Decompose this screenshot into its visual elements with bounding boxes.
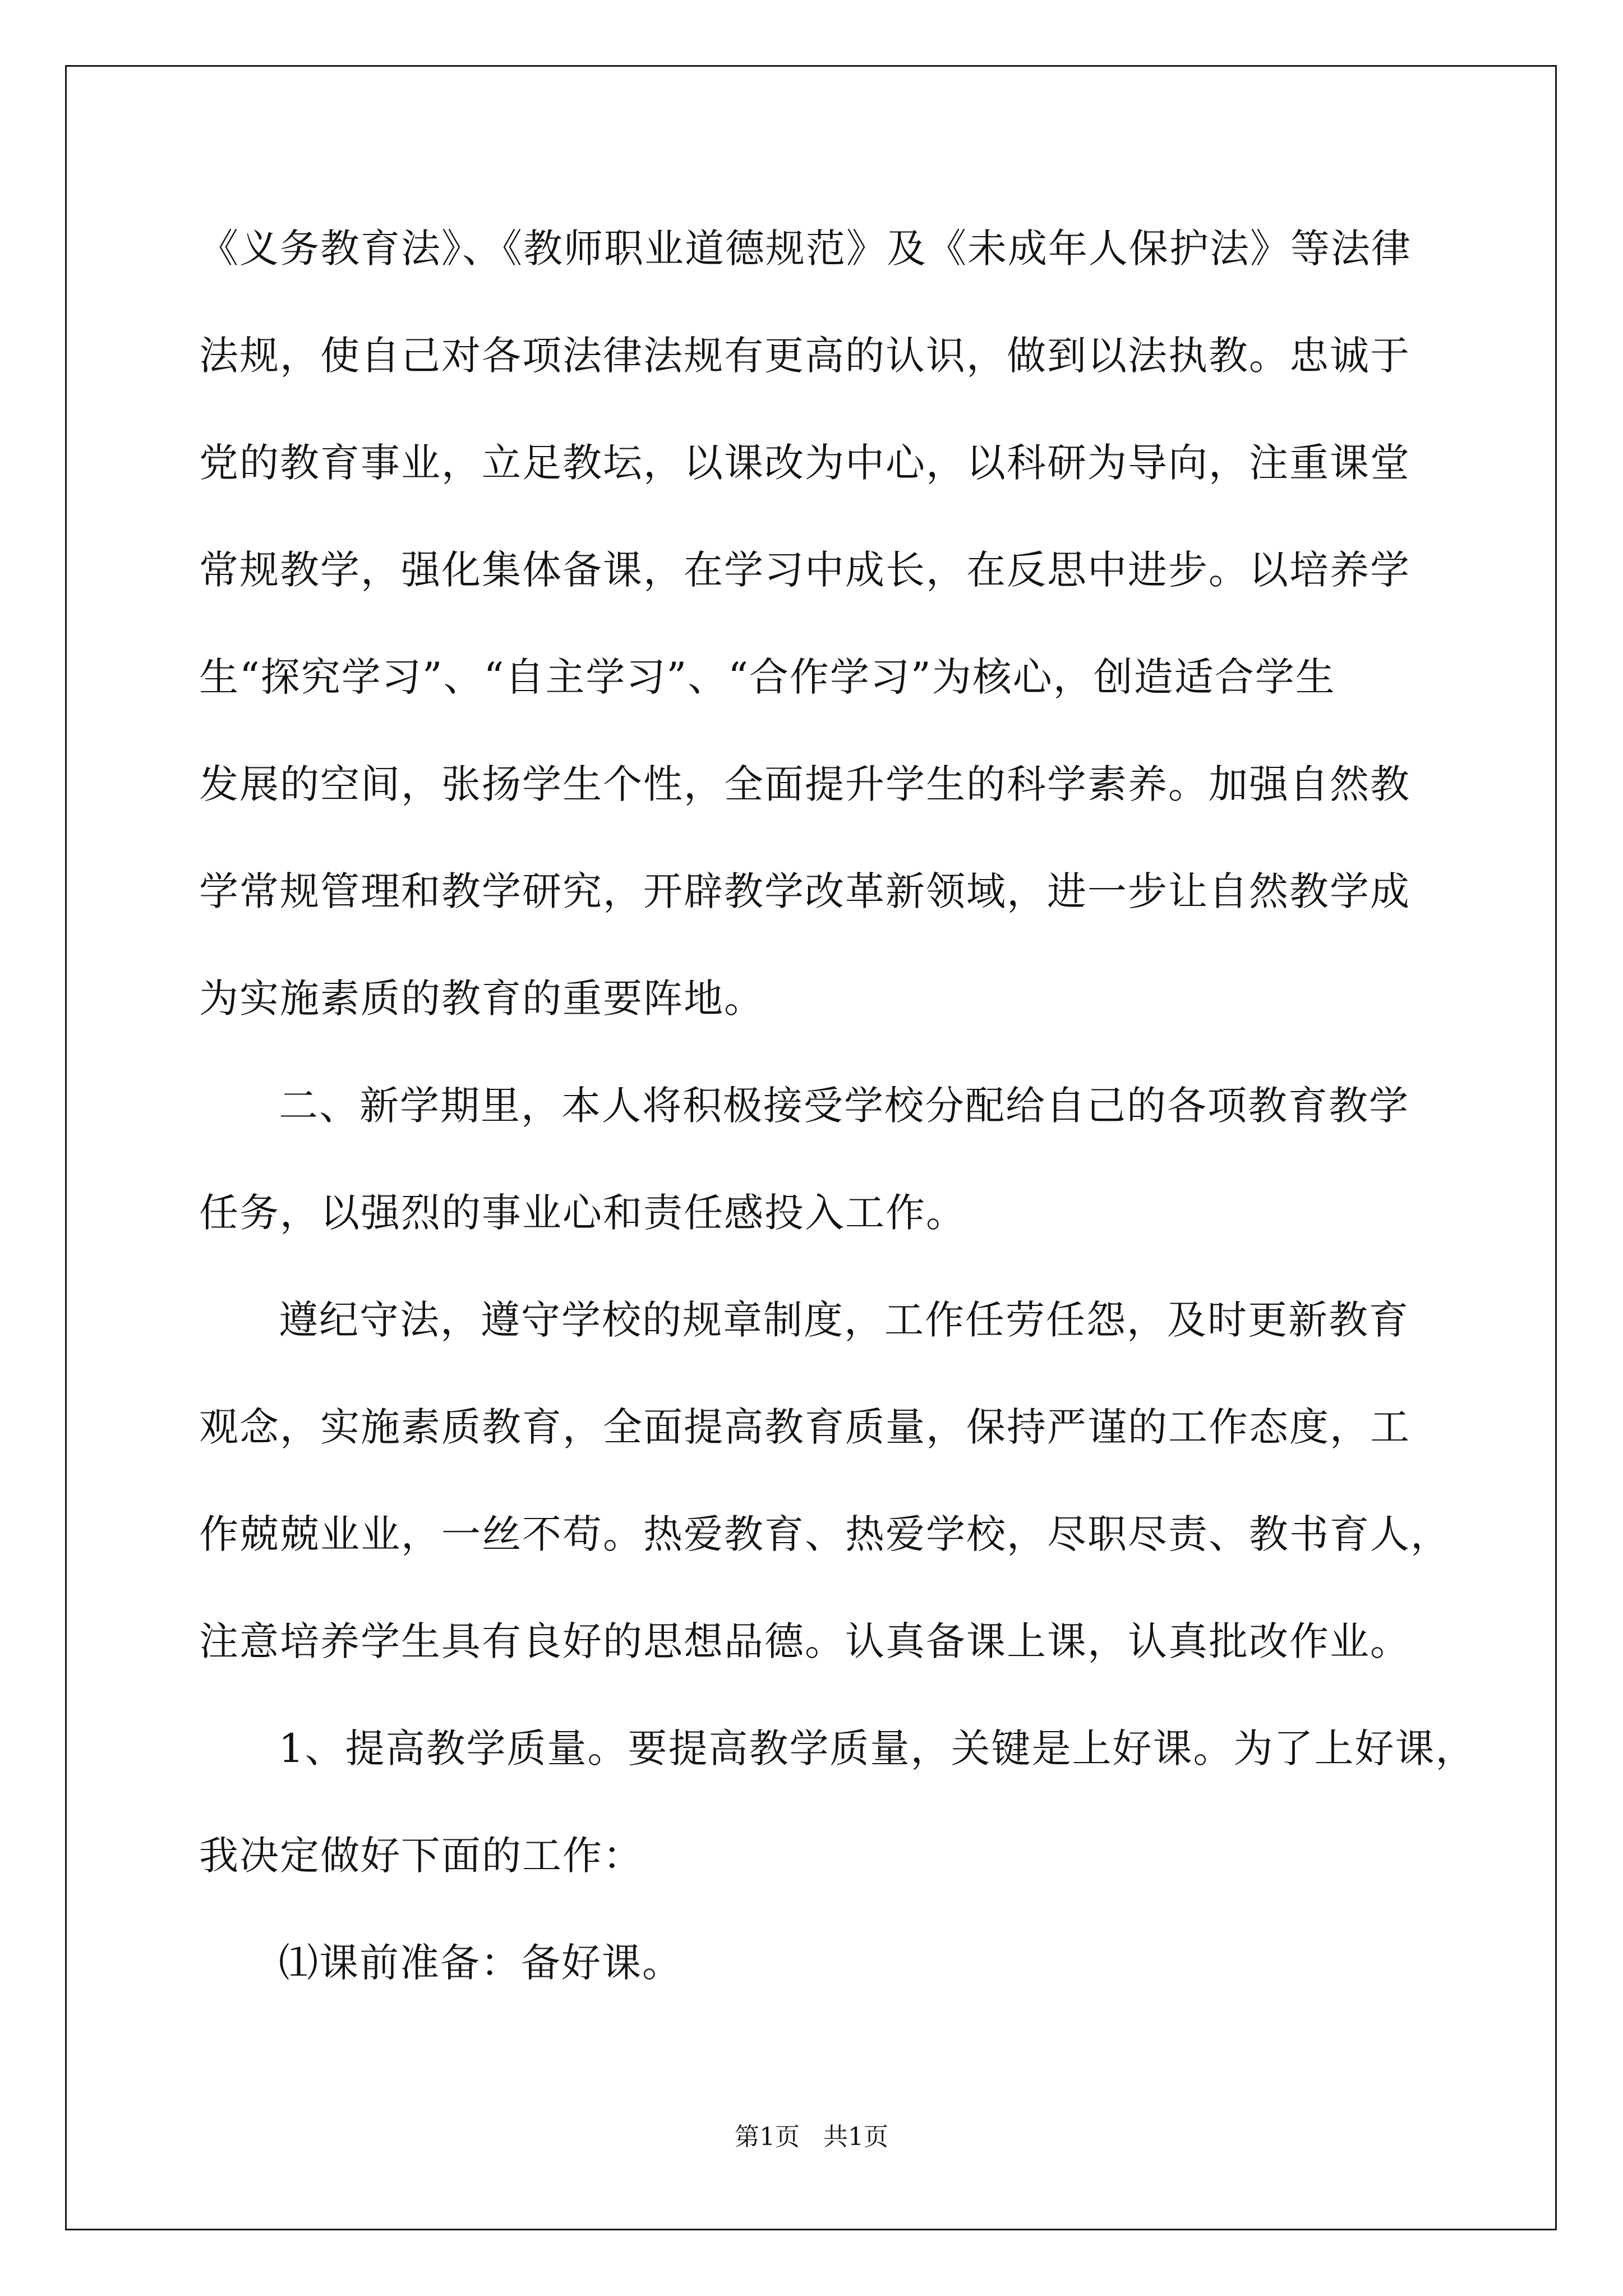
paragraph-5-line-1: ⑴课前准备：备好课。 bbox=[279, 1940, 683, 1986]
text-line-6: 发展的空间，张扬学生个性，全面提升学生的科学素养。加强自然教 bbox=[199, 761, 1410, 807]
text-line-7: 学常规管理和教学研究，开辟教学改革新领域，进一步让自然教学成 bbox=[199, 868, 1410, 914]
paragraph-3-line-3: 作兢兢业业，一丝不苟。热爱教育、热爱学校，尽职尽责、教书育人， bbox=[199, 1511, 1451, 1557]
paragraph-4-line-2: 我决定做好下面的工作： bbox=[199, 1833, 643, 1879]
paragraph-2-line-1: 二、新学期里，本人将积极接受学校分配给自己的各项教育教学 bbox=[279, 1083, 1409, 1129]
page-footer: 第1页 共1页 bbox=[735, 2123, 888, 2151]
paragraph-3-line-2: 观念，实施素质教育，全面提高教育质量，保持严谨的工作态度，工 bbox=[199, 1404, 1410, 1450]
paragraph-4-line-1: 1、提高教学质量。要提高教学质量，关键是上好课。为了上好课， bbox=[279, 1726, 1476, 1772]
paragraph-2-line-2: 任务，以强烈的事业心和责任感投入工作。 bbox=[199, 1190, 966, 1236]
page-border bbox=[65, 65, 1557, 2230]
text-line-3: 党的教育事业，立足教坛，以课改为中心，以科研为导向，注重课堂 bbox=[199, 440, 1410, 486]
text-line-4: 常规教学，强化集体备课，在学习中成长，在反思中进步。以培养学 bbox=[199, 547, 1410, 593]
text-line-2: 法规，使自己对各项法律法规有更高的认识，做到以法执教。忠诚于 bbox=[199, 333, 1410, 379]
text-line-1: 《义务教育法》、《教师职业道德规范》及《未成年人保护法》等法律 bbox=[199, 226, 1412, 272]
text-line-5: 生“探究学习”、“自主学习”、“合作学习”为核心，创造适合学生 bbox=[199, 654, 1336, 700]
text-line-8: 为实施素质的教育的重要阵地。 bbox=[199, 976, 764, 1022]
paragraph-3-line-4: 注意培养学生具有良好的思想品德。认真备课上课，认真批改作业。 bbox=[199, 1618, 1410, 1664]
paragraph-3-line-1: 遵纪守法，遵守学校的规章制度，工作任劳任怨，及时更新教育 bbox=[279, 1297, 1409, 1343]
